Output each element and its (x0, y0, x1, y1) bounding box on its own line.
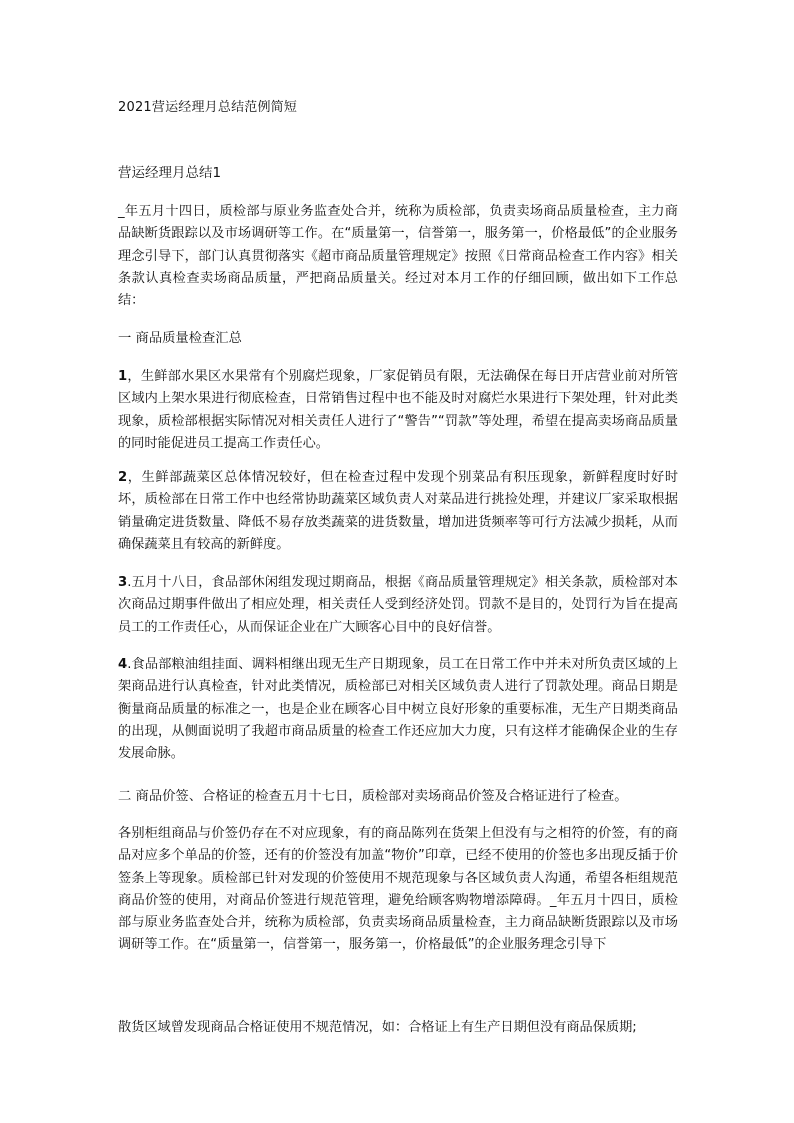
item-number: 4 (118, 657, 128, 672)
heading-price-tag-check: 二 商品价签、合格证的检查五月十七日，质检部对卖场商品价签及合格证进行了检查。 (118, 789, 628, 804)
item-separator: ， (127, 369, 141, 384)
item-number: 2 (118, 470, 128, 485)
price-tag-paragraph: 各别柜组商品与价签仍存在不对应现象，有的商品陈列在货架上但没有与之相符的价签，有的商品对应多个单品的价签，还有的价签没有加盖“物价”印章，已经不使用的价签也多出现反插于价签条上等现象。质检部已针对发现的价签使用不规范现象与各区域负责人沟通，希望各柜组规范商品价签的使用，对商品价签进行规范管理，避免给顾客购物增添障碍。_年五月十四日，质检部与原业务监查处合并，统称为质检部，负责卖场商品质量检查，主力商品缺断货跟踪以及市场调研等工作。在“质量第一，信誉第一，服务第一，价格最低”的企业服务理念引导下 (118, 826, 678, 953)
list-item-4 (118, 654, 678, 765)
list-item-2 (118, 467, 678, 556)
intro-paragraph: _年五月十四日，质检部与原业务监查处合并，统称为质检部，负责卖场商品质量检查，主力商品缺断货跟踪以及市场调研等工作。在“质量第一，信誉第一，服务第一，价格最低”的企业服务理念引导下，部门认真贯彻落实《超市商品质量管理规定》按照《日常商品检查工作内容》相关条款认真检查卖场商品质量，严把商品质量关。经过对本月工作的仔细回顾，做出如下工作总结： (118, 204, 678, 309)
heading-quality-check: 一 商品质量检查汇总 (118, 331, 242, 346)
item-separator: . (127, 657, 132, 672)
item-text: 五月十八日，食品部休闲组发现过期商品，根据《商品质量管理规定》相关条款，质检部对本次商品过期事件做出了相应处理，相关责任人受到经济处罚。罚款不是目的，处罚行为旨在提高员工的工作责任心，从而保证企业在广大顾客心目中的良好信誉。 (118, 575, 678, 635)
item-number: 1 (118, 369, 128, 384)
item-text: 生鲜部水果区水果常有个别腐烂现象，厂家促销员有限，无法确保在每日开店营业前对所管区域内上架水果进行彻底检查，日常销售过程中也不能及时对腐烂水果进行下架处理，针对此类现象，质检部根据实际情况对相关责任人进行了“警告”“罚款”等处理，希望在提高卖场商品质量的同时能促进员工提高工作责任心。 (118, 369, 679, 451)
list-item-3 (118, 572, 678, 639)
item-text: 生鲜部蔬菜区总体情况较好，但在检查过程中发现个别菜品有积压现象，新鲜程度时好时坏，质检部在日常工作中也经常协助蔬菜区域负责人对菜品进行挑捡处理，并建议厂家采取根据销量确定进货数量、降低不易存放类蔬菜的进货数量，增加进货频率等可行方法减少损耗，从而确保蔬菜且有较高的新鲜度。 (118, 470, 679, 552)
list-item-1 (118, 366, 678, 455)
item-separator: ， (127, 470, 142, 485)
document-title: 2021营运经理月总结范例简短 (118, 100, 298, 115)
item-separator: . (127, 575, 132, 590)
item-text: 食品部粮油组挂面、调料相继出现无生产日期现象，员工在日常工作中并未对所负责区域的上架商品进行认真检查，针对此类情况，质检部已对相关区域负责人进行了罚款处理。商品日期是衡量商品质量的标准之一，也是企业在顾客心目中树立良好形象的重要标准，无生产日期类商品的出现，从侧面说明了我超市商品质量的检查工作还应加大力度，只有这样才能确保企业的生存发展命脉。 (118, 657, 678, 762)
item-number: 3 (118, 575, 128, 590)
last-paragraph: 散货区域曾发现商品合格证使用不规范情况，如：合格证上有生产日期但没有商品保质期; (118, 1020, 637, 1035)
section-title: 营运经理月总结1 (118, 165, 222, 181)
